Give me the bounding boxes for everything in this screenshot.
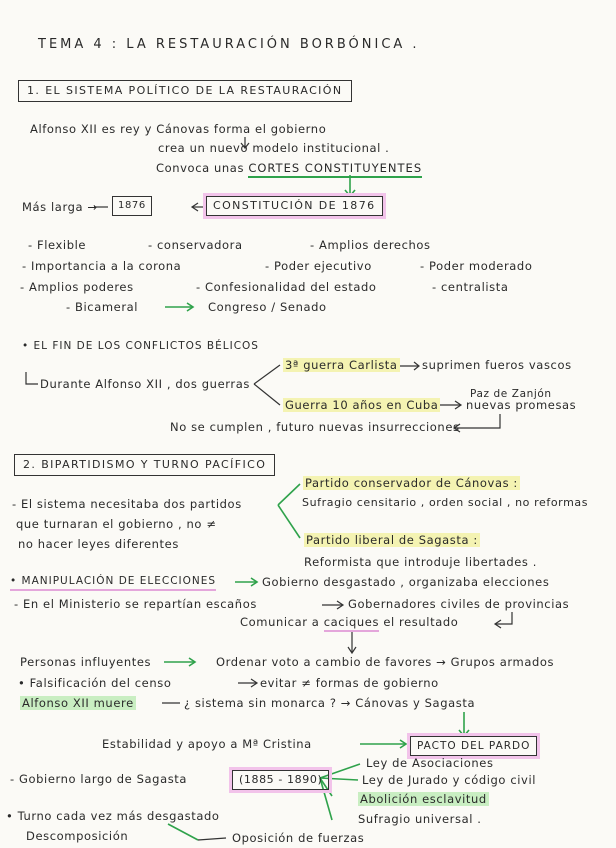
law-item: Sufragio universal . <box>358 812 482 826</box>
section-1-heading: 1. EL SISTEMA POLÍTICO DE LA RESTAURACIÓN <box>18 80 352 102</box>
conservative-party: Partido conservador de Cánovas : <box>305 476 518 490</box>
alfonso-dies: Alfonso XII muere <box>22 696 134 710</box>
note-line: Paz de Zanjón <box>470 388 552 400</box>
note-line: Alfonso XII es rey y Cánovas forma el gobierno <box>30 122 327 136</box>
feature: - conservadora <box>148 238 243 252</box>
note-line: Más larga → <box>22 200 98 214</box>
note-line: Estabilidad y apoyo a Mª Cristina <box>102 737 312 751</box>
feature: - Confesionalidad del estado <box>196 280 377 294</box>
subheading-conflicts: • EL FIN DE LOS CONFLICTOS BÉLICOS <box>22 340 259 352</box>
feature: Congreso / Senado <box>208 300 327 314</box>
cortes-constituyentes: CORTES CONSTITUYENTES <box>248 161 422 178</box>
feature: - Importancia a la corona <box>22 259 182 273</box>
note-line: Sufragio censitario , orden social , no reformas <box>302 496 589 509</box>
cuba-war: Guerra 10 años en Cuba <box>285 398 439 412</box>
note-line: Ordenar voto a cambio de favores → Grupos armados <box>216 655 555 669</box>
subheading-manipulation: • MANIPULACIÓN DE ELECCIONES <box>10 574 216 591</box>
note-line: Oposición de fuerzas <box>232 831 365 845</box>
feature: - Flexible <box>28 238 87 252</box>
law-item: Ley de Asociaciones <box>366 756 494 770</box>
note-line: No se cumplen , futuro nuevas insurrecciones <box>170 420 460 434</box>
note-line: Personas influyentes <box>20 655 152 669</box>
note-line: Comunicar a caciques el resultado <box>240 615 458 629</box>
law-item: Ley de Jurado y código civil <box>362 773 537 787</box>
pacto-del-pardo: PACTO DEL PARDO <box>410 736 537 756</box>
note-line: Gobernadores civiles de provincias <box>348 597 570 611</box>
note-line: evitar ≠ formas de gobierno <box>260 676 439 690</box>
page-title: TEMA 4 : LA RESTAURACIÓN BORBÓNICA . <box>38 37 420 52</box>
law-item: Abolición esclavitud <box>360 792 487 806</box>
note-line: • Falsificación del censo <box>18 676 172 690</box>
feature: - Poder moderado <box>420 259 533 273</box>
note-line: - En el Ministerio se repartían escaños <box>14 597 257 611</box>
feature: - Bicameral <box>66 300 139 314</box>
caciques: caciques <box>324 615 379 632</box>
section-2-heading: 2. BIPARTIDISMO Y TURNO PACÍFICO <box>14 454 275 476</box>
note-line: no hacer leyes diferentes <box>18 537 179 551</box>
note-line: Reformista que introduje libertades . <box>304 555 538 569</box>
note-line: suprimen fueros vascos <box>422 358 572 372</box>
note-line: Durante Alfonso XII , dos guerras <box>40 377 250 391</box>
note-line: que turnaran el gobierno , no ≠ <box>16 517 217 531</box>
feature: - Amplios derechos <box>310 238 431 252</box>
note-line: crea un nuevo modelo institucional . <box>158 141 390 155</box>
feature: - centralista <box>432 280 509 294</box>
note-line: - Gobierno largo de Sagasta <box>10 772 188 786</box>
feature: - Amplios poderes <box>20 280 134 294</box>
note-line: ¿ sistema sin monarca ? → Cánovas y Sagasta <box>184 696 476 710</box>
note-line: • Turno cada vez más desgastado <box>6 809 220 823</box>
note-line: Descomposición <box>26 829 129 843</box>
sagasta-years: (1885 - 1890) <box>232 770 329 790</box>
note-line: Convoca unas CORTES CONSTITUYENTES <box>156 161 422 175</box>
note-line: nuevas promesas <box>466 398 577 412</box>
liberal-party: Partido liberal de Sagasta : <box>306 533 478 547</box>
carlist-war: 3ª guerra Carlista <box>285 358 398 372</box>
year-box: 1876 <box>112 196 152 216</box>
note-line: - El sistema necesitaba dos partidos <box>12 497 242 511</box>
feature: - Poder ejecutivo <box>265 259 372 273</box>
constitution-box: CONSTITUCIÓN DE 1876 <box>206 196 383 216</box>
note-line: Gobierno desgastado , organizaba elecciones <box>262 575 550 589</box>
